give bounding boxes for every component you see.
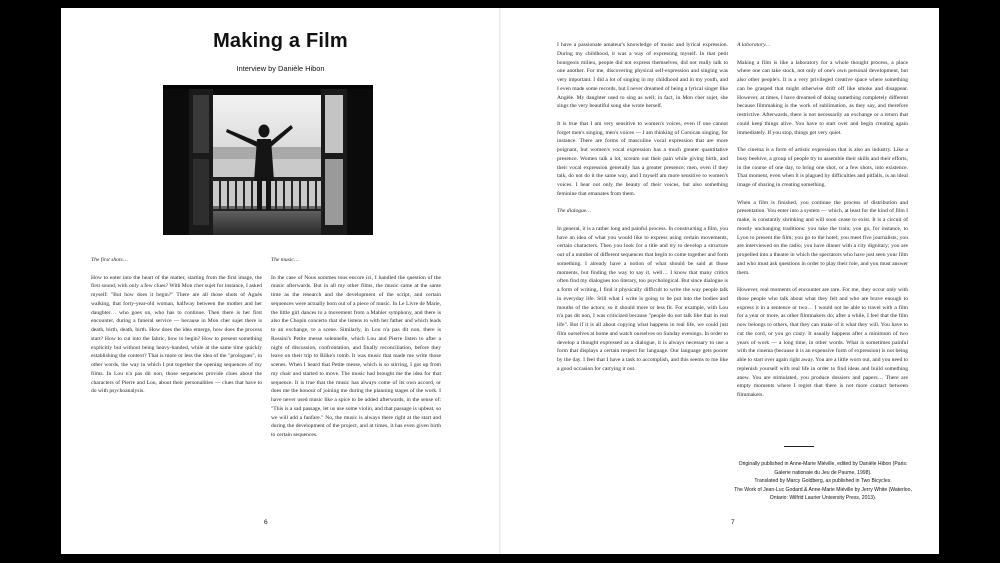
left-column-1	[91, 256, 262, 396]
credit-line: The Work of Jean-Luc Godard & Anne-Marie Miéville by Jerry White (Waterloo, Ontario: Wilfrid Laurier University Press, 2013).	[734, 486, 912, 502]
paragraph: How to enter into the heart of the matter, starting from the first image, the first sound, with only a few clues? With Mon cher sujet for instance, I asked myself: "But how does it begin?" There are all those shots of Agnès walking, that forty-year-old woman, halfway between the mother and her daughter… who goes on, who has to continue. Then there is her first encounter, during a funeral service — because in Mon cher sujet there is death, birth, death, birth. How does the idea emerge, how does the process start? How to cut into the fabric, how to begin? How to present something explicitly but without being heavy-handed, while at the same time quickly establishing the context? That is more or less the idea of the "prologues", in other words, the way in which I put together the opening sequences of my films. In Lou n'a pas dit non, those sequences provide clues about the characters of Pierre and Lou, about their personalities — clues that have to do with psychoanalysis.	[91, 274, 262, 395]
paragraph: The cinema is a form of artistic expression that is also an industry. Like a busy beehive, a group of people try to assemble their skills and their efforts, in the course of one day, to bring one shot, or a few shots, into existence. That moment, even when it is plagued by difficulties and pitfalls, is an ideal image of sharing in creating something.	[737, 147, 908, 188]
paragraph: However, real moments of encounter are rare. For me, they occur only with those people who talk about what they felt and who are brave enough to express it in a sentence or two… I would not be able to travel with a film for a year or more, as other filmmakers do; after a while, I feel that the film now belongs to others, that they can make of it what they will. You have to cut the cord, or you go crazy. It usually happens after a minimum of two years of work — a long time, in other words. What is sometimes painful with the cinema (because it is an expensive form of expression) is not being able to start over again right away. You are a little worn out, and you need to replenish yourself with real life in order to find ideas and build something anew. You are stimulated, you produce dossiers and papers… There are empty moments where I regret that there is not more contact between filmmakers.	[737, 287, 908, 398]
section-heading-dialogue: The dialogue…	[557, 208, 592, 215]
paragraph: When a film is finished, you continue the process of distribution and presentation. You enter into a system — which, at least for the kind of film I make, is constantly shrinking and will soon cease to exist. It is a circuit of mostly unchanging traditions: you take the train; you go, for instance, to Lyon to present the film; you go to the hotel; you meet five journalists; you are interviewed on the radio; you have dinner with a city dignitary; you are propelled into a theatre in which the spectators who have just seen your film and who must ask questions in order to play their role, and you must answer them.	[737, 199, 908, 276]
right-column-1	[557, 41, 728, 374]
article-byline: Interview by Danièle Hibon	[236, 64, 325, 73]
page-number-left: 6	[264, 519, 268, 526]
credit-line: Translated by Marcy Goldberg, as published in Two Bicycles.	[754, 478, 892, 485]
page-number-right: 7	[731, 519, 735, 526]
credit-line: Originally published in Anne-Marie Miéville, edited by Danièle Hibon (Paris: Galerie nationale du Jeu de Paume, 1998).	[738, 461, 908, 476]
paragraph: It is true that I am very sensitive to women's voices, even if one cannot forget men's singing, men's voices — I am thinking of Corsican singing, for instance. There are forms of masculine vocal expression that are more poignant, but women's vocal expression has a much greater quantitative presence. Women talk a lot, scream out their pain while giving birth, and their vocal expression generally has a greater presence; men, even if they talk, do not do it the same way, and I myself am more sensitive to women's voices. I hear not only the beauty of their voices, but also something feminine that emanates from them.	[557, 120, 728, 197]
publication-credit	[734, 460, 912, 503]
paragraph: In general, it is a rather long and painful process. In constructing a film, you have an idea of what you would like to express using certain movements, certain characters. Then you look for a title and try to develop a structure out of a number of different sequences that begin to come together and form something. I already have a notion of what should be said at those moments, but finding the way to say it, well… I know that many critics often find my dialogues too literary, too psychological. But since dialogue is a form of writing, I find it physically difficult to write the way people talk in everyday life. Still what I write is going to be put into the bodies and mouths of the actors; so it should more or less fit. For example, with Lou n'a pas dit non, I was criticized because "people do not talk like that in real life". But if it is all about copying what happens in real life, we could just film ourselves at home and watch ourselves on Sunday evenings. In order to develop a thought expressed as a dialogue, it is always necessary to use a form that displays a certain respect for language. Our language gets poorer by the day. I feel that I have a task to accomplish, and this seems to me like a good occasion for carrying it out.	[557, 225, 728, 372]
left-column-2	[271, 256, 441, 440]
section-heading-laboratory: A laboratory…	[737, 42, 771, 48]
section-heading-first-shots: The first shots…	[91, 257, 128, 263]
paragraph: Making a film is like a laboratory for a whole thought process, a place where one can take stock, not only of one's own personal development, but also other people's. It is a very privileged creative space where something can be grasped that might otherwise drift off like smoke and disappear. However, at times, I have dreamed of doing something completely different because filmmaking is the work of sublimation, as they say, and therefore restrictive. Afterwards, there is not necessarily an exchange or a return that could keep things alive. You have to start over and begin creating again immediately. If you stop, things get very quiet.	[737, 59, 908, 136]
section-heading-music: The music…	[271, 257, 299, 263]
book-spine	[499, 8, 501, 554]
article-title: Making a Film	[213, 30, 348, 52]
film-still-photo	[163, 85, 373, 235]
paragraph: I have a passionate amateur's knowledge of music and lyrical expression. During my childhood, it was a way of expressing myself. In that petit bourgeois milieu, people did not express themselves, did not really talk to one another. For me, discovering physical self-expression and singing was very important. I did a lot of singing in my childhood and in my youth, and I even made some records, but I never dreamed of being a lyrical singer like Angèle. My daughter used to sing as well; in fact, in Mon cher sujet, she sings the very beautiful song she wrote herself.	[557, 42, 728, 110]
paragraph: In the case of Nous sommes tous encore ici, I handled the question of the music afterwards. But in all my other films, the music came at the same time as the research and the development of the script, and certain sequences were actually born out of a piece of music. In Le Livre de Marie, the little girl dances to a movement from a Mahler symphony, and there is also the Chopin concerto that she listens to with her father and which leads to an exchange, to a scene. Similarly, in Lou n'a pas dit non, there is Rossini's Petite messe solennelle, which Lou and Pierre listen to after a night of discussion, confrontation, and finally reconciliation, before they leave on their trip to Rilke's tomb. It was music that made me write those scenes. When I heard that Petite messe, which is so stirring, I got up from my chair and started to move. The music had brought me the idea for that sequence. It is true that the music has always come of its own accord, or does me the honour of joining me during the planning stages of the work. I have never used music like a spice to be added afterwards, in the sense of: "This is a sad passage, let us use some violin, and that passage is upbeat, so we will add a fanfare." No, the music is always there right at the start and during the development of the project, and at times, it has even given birth to certain sequences.	[271, 274, 441, 438]
right-column-2	[737, 41, 908, 400]
credit-divider	[784, 446, 814, 447]
